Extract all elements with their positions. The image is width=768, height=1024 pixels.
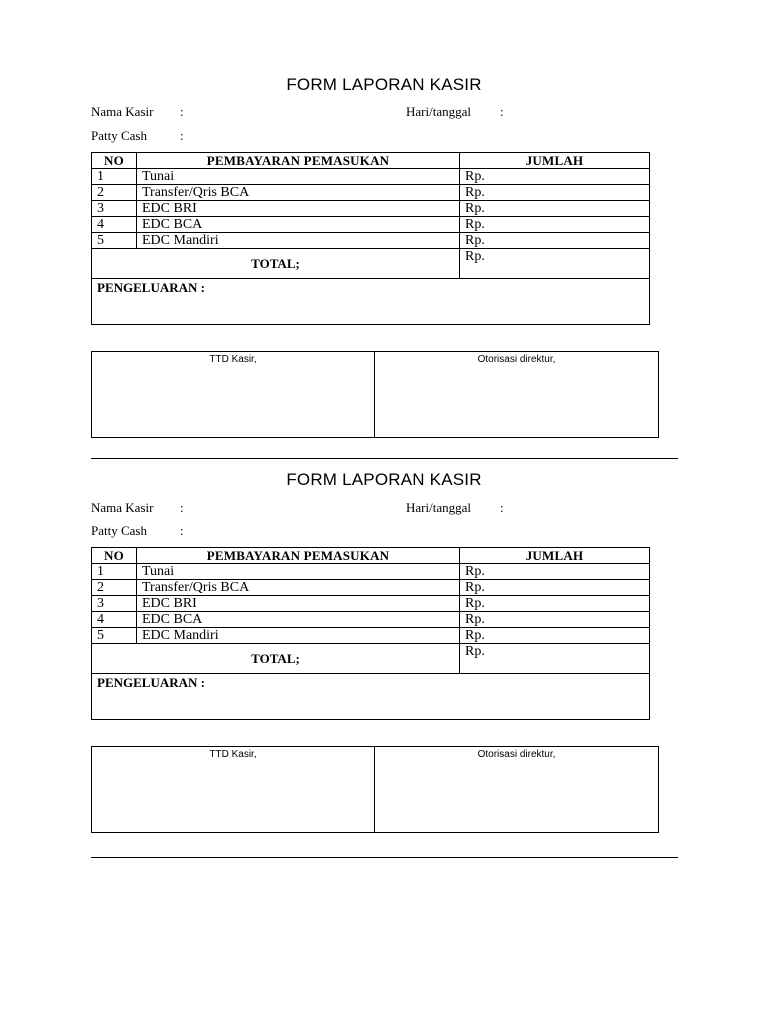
row-amount[interactable]: Rp. bbox=[460, 628, 650, 644]
row-amount[interactable]: Rp. bbox=[460, 564, 650, 580]
table-row bbox=[92, 564, 650, 580]
row-amount[interactable]: Rp. bbox=[460, 233, 650, 249]
row-amount[interactable]: Rp. bbox=[460, 217, 650, 233]
total-amount[interactable]: Rp. bbox=[460, 644, 650, 674]
row-method: Transfer/Qris BCA bbox=[137, 580, 460, 596]
total-amount[interactable]: Rp. bbox=[460, 249, 650, 279]
row-no: 3 bbox=[92, 201, 137, 217]
hari-tanggal-field[interactable] bbox=[406, 500, 504, 516]
hari-tanggal-colon: : bbox=[500, 104, 504, 119]
row-no: 1 bbox=[92, 169, 137, 185]
table-header-row bbox=[92, 153, 650, 169]
header-no: NO bbox=[92, 153, 137, 169]
nama-kasir-field[interactable] bbox=[91, 104, 184, 120]
patty-cash-colon: : bbox=[180, 128, 184, 143]
hari-tanggal-colon: : bbox=[500, 500, 504, 515]
table-row bbox=[92, 580, 650, 596]
hari-tanggal-label: Hari/tanggal bbox=[406, 104, 471, 119]
total-row bbox=[92, 644, 650, 674]
table-row bbox=[92, 201, 650, 217]
row-no: 2 bbox=[92, 580, 137, 596]
pengeluaran-row[interactable] bbox=[92, 674, 650, 720]
nama-kasir-colon: : bbox=[180, 104, 184, 119]
row-no: 5 bbox=[92, 628, 137, 644]
row-method: Transfer/Qris BCA bbox=[137, 185, 460, 201]
signature-table bbox=[91, 351, 659, 438]
patty-cash-colon: : bbox=[180, 523, 184, 538]
patty-cash-label: Patty Cash bbox=[91, 128, 147, 143]
row-no: 4 bbox=[92, 217, 137, 233]
nama-kasir-label: Nama Kasir bbox=[91, 500, 154, 515]
row-no: 4 bbox=[92, 612, 137, 628]
row-amount[interactable]: Rp. bbox=[460, 580, 650, 596]
table-row bbox=[92, 628, 650, 644]
form-title: FORM LAPORAN KASIR bbox=[286, 75, 482, 94]
row-no: 2 bbox=[92, 185, 137, 201]
row-method: Tunai bbox=[137, 564, 460, 580]
table-header-row bbox=[92, 548, 650, 564]
header-payment: PEMBAYARAN PEMASUKAN bbox=[137, 548, 460, 564]
row-method: EDC BRI bbox=[137, 596, 460, 612]
nama-kasir-colon: : bbox=[180, 500, 184, 515]
patty-cash-label: Patty Cash bbox=[91, 523, 147, 538]
row-amount[interactable]: Rp. bbox=[460, 169, 650, 185]
total-label: TOTAL; bbox=[92, 249, 460, 279]
table-row bbox=[92, 233, 650, 249]
row-amount[interactable]: Rp. bbox=[460, 596, 650, 612]
table-row bbox=[92, 596, 650, 612]
divider-line bbox=[91, 857, 678, 858]
pengeluaran-label: PENGELUARAN : bbox=[92, 279, 650, 325]
income-table bbox=[91, 152, 650, 325]
hari-tanggal-field[interactable] bbox=[406, 104, 504, 120]
nama-kasir-label: Nama Kasir bbox=[91, 104, 154, 119]
table-row bbox=[92, 185, 650, 201]
table-row bbox=[92, 217, 650, 233]
row-method: EDC BCA bbox=[137, 612, 460, 628]
row-amount[interactable]: Rp. bbox=[460, 201, 650, 217]
row-no: 1 bbox=[92, 564, 137, 580]
otorisasi-direktur-box[interactable]: Otorisasi direktur, bbox=[375, 352, 659, 438]
header-payment: PEMBAYARAN PEMASUKAN bbox=[137, 153, 460, 169]
patty-cash-field[interactable] bbox=[91, 523, 184, 539]
row-method: EDC Mandiri bbox=[137, 233, 460, 249]
form-title: FORM LAPORAN KASIR bbox=[286, 470, 482, 489]
row-amount[interactable]: Rp. bbox=[460, 185, 650, 201]
row-no: 3 bbox=[92, 596, 137, 612]
header-amount: JUMLAH bbox=[460, 153, 650, 169]
divider-line bbox=[91, 458, 678, 459]
hari-tanggal-label: Hari/tanggal bbox=[406, 500, 471, 515]
otorisasi-direktur-box[interactable]: Otorisasi direktur, bbox=[375, 747, 659, 833]
row-no: 5 bbox=[92, 233, 137, 249]
header-amount: JUMLAH bbox=[460, 548, 650, 564]
row-method: EDC BCA bbox=[137, 217, 460, 233]
row-method: Tunai bbox=[137, 169, 460, 185]
header-no: NO bbox=[92, 548, 137, 564]
ttd-kasir-box[interactable]: TTD Kasir, bbox=[92, 352, 375, 438]
nama-kasir-field[interactable] bbox=[91, 500, 184, 516]
table-row bbox=[92, 612, 650, 628]
total-row bbox=[92, 249, 650, 279]
total-label: TOTAL; bbox=[92, 644, 460, 674]
income-table bbox=[91, 547, 650, 720]
row-amount[interactable]: Rp. bbox=[460, 612, 650, 628]
patty-cash-field[interactable] bbox=[91, 128, 184, 144]
pengeluaran-label: PENGELUARAN : bbox=[92, 674, 650, 720]
ttd-kasir-box[interactable]: TTD Kasir, bbox=[92, 747, 375, 833]
table-row bbox=[92, 169, 650, 185]
row-method: EDC BRI bbox=[137, 201, 460, 217]
pengeluaran-row[interactable] bbox=[92, 279, 650, 325]
signature-table bbox=[91, 746, 659, 833]
row-method: EDC Mandiri bbox=[137, 628, 460, 644]
